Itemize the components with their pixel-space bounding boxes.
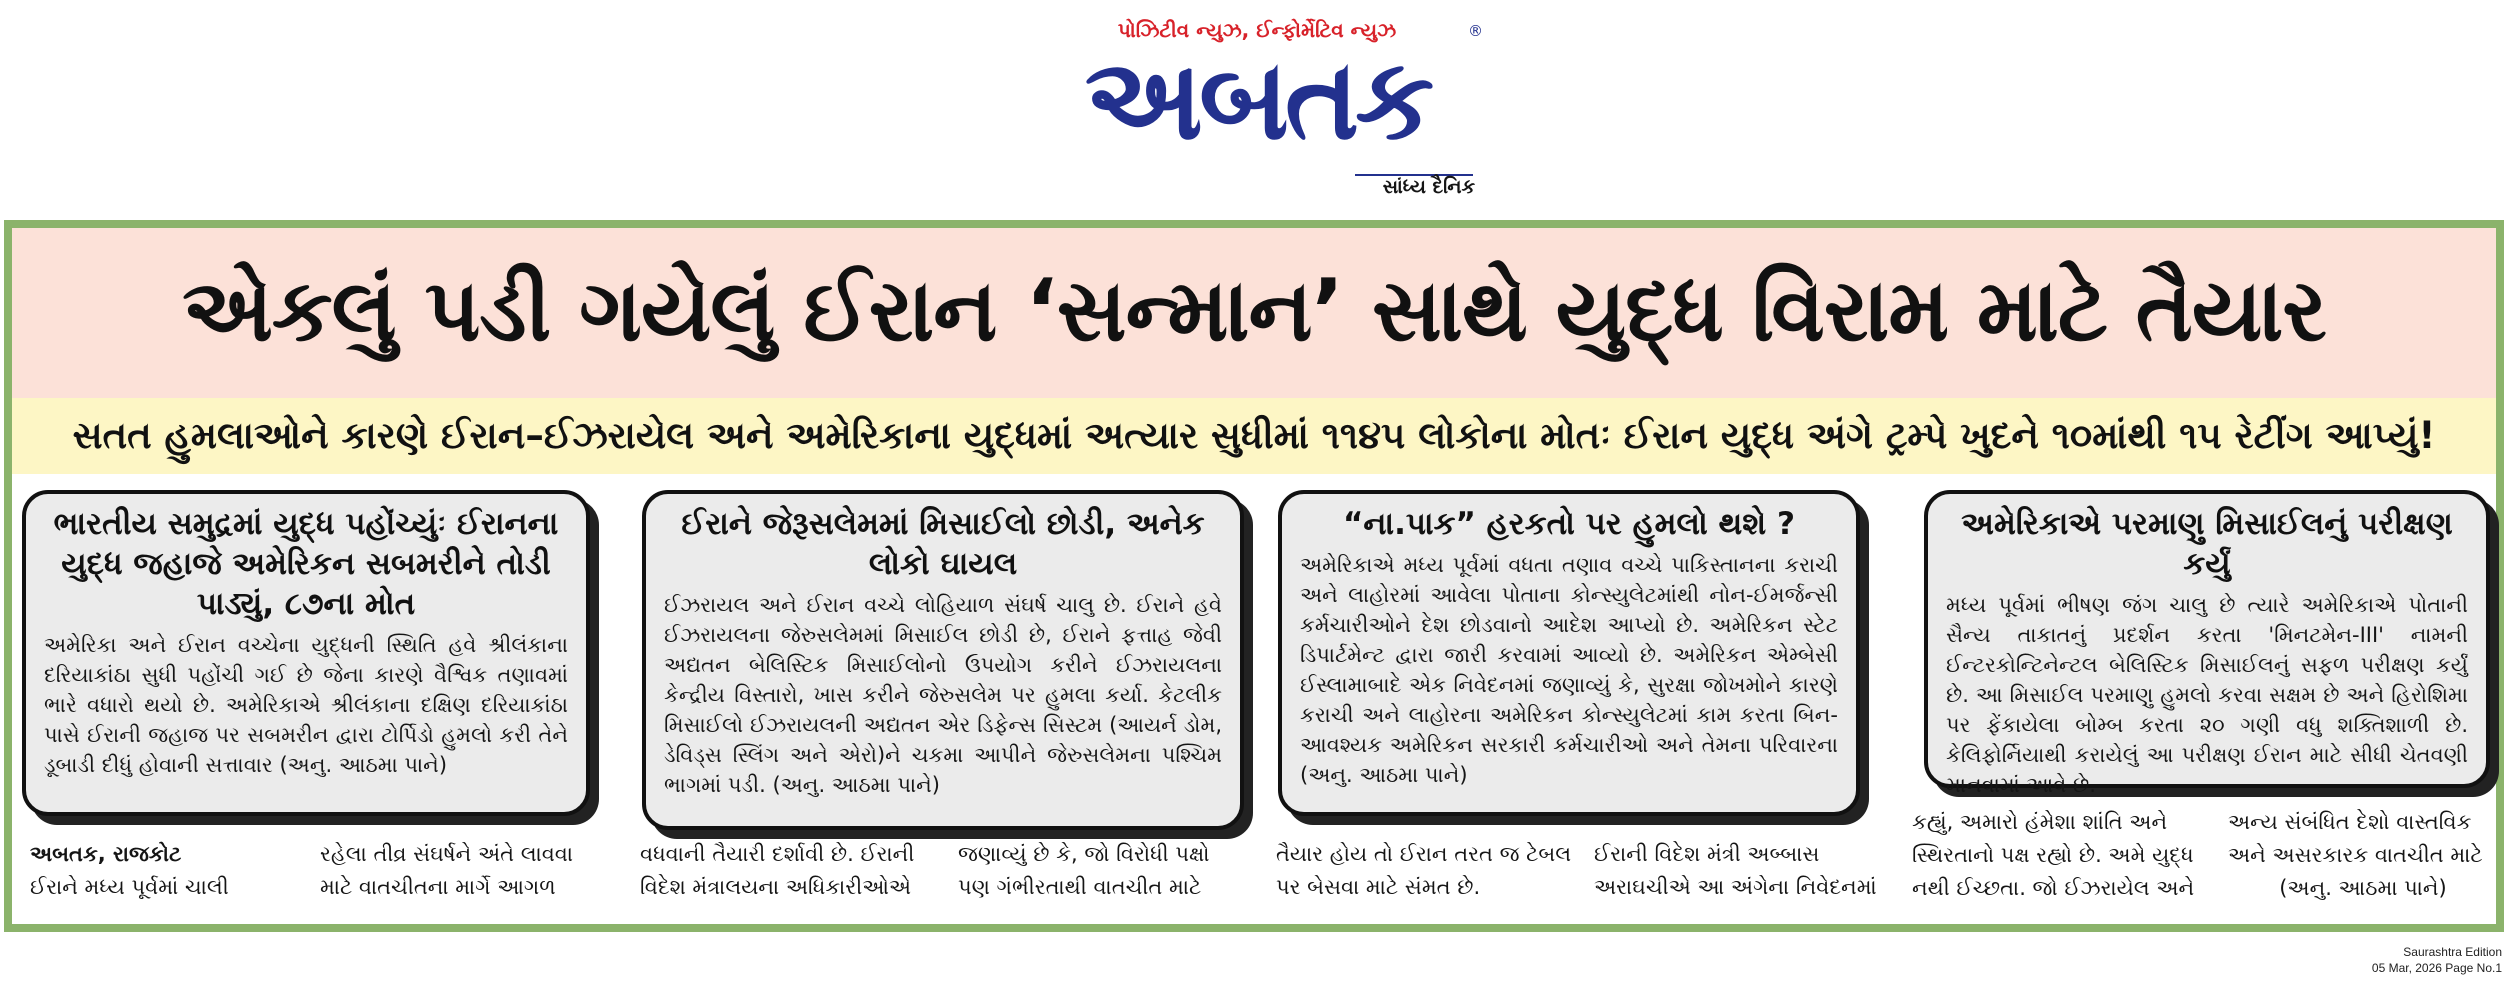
continued-note: (અનુ. આઠમા પાને) — [1300, 763, 1468, 787]
article-column-6 — [1594, 838, 1884, 904]
column-line: માટે વાતચીતના માર્ગે આગળ — [320, 875, 556, 899]
article-column-5 — [1276, 838, 1576, 904]
story-box-indian-ocean — [22, 490, 590, 816]
article-column-1 — [30, 838, 310, 904]
column-line: પર બેસવા માટે સંમત છે. — [1276, 875, 1481, 899]
story-title: ઈરાને જેરૂસલેમમાં મિસાઈલો છોડી, અનેક લોકો ઘાયલ — [681, 506, 1205, 582]
subheadline: સતત હુમલાઓને કારણે ઈરાન–ઈઝરાયેલ અને અમેરિકાના યુદ્ધમાં અત્યાર સુધીમાં ૧૧૪૫ લોકોના મોતઃ ઈરાન યુદ્ધ અંગે ટ્રમ્પે ખુદને ૧૦માંથી ૧૫ રેટીંગ આપ્યું! — [72, 414, 2436, 457]
column-line: જણાવ્યું છે કે, જો વિરોધી પક્ષો — [958, 842, 1210, 866]
edition-label: Saurashtra Edition — [2403, 945, 2502, 959]
article-column-3 — [640, 838, 940, 904]
continued-note: (અનુ. આઠમા પાને) — [2279, 876, 2447, 900]
column-line: સ્થિરતાનો પક્ષ રહ્યો છે. અમે યુદ્ધ — [1912, 843, 2194, 867]
registered-mark: ® — [1468, 22, 1483, 40]
story-text: અમેરિકા અને ઈરાન વચ્ચેના યુદ્ધની સ્થિતિ હવે શ્રીલંકાના દરિયાકાંઠા સુધી પહોંચી ગઈ છે જેના કારણે વૈશ્વિક તણાવમાં ભારે વધારો થયો છે. અમેરિકાએ શ્રીલંકાના દક્ષિણ દરિયાકાંઠા પાસે ઈરાની જહાજ પર સબમરીન દ્વારા ટોર્પિડો હુમલો કરી તેને ડૂબાડી દીધું હોવાની સત્તાવાર — [44, 633, 568, 777]
article-column-2 — [320, 838, 620, 904]
story-body — [44, 630, 568, 780]
column-line: અરાઘચીએ આ અંગેના નિવેદનમાં — [1594, 875, 1877, 899]
masthead-tagline: પોઝિટીવ ન્યુઝ, ઈન્ફોર્મેટિવ ન્યુઝ — [1117, 18, 1397, 42]
column-line: અને અસરકારક વાતચીત માટે — [2228, 843, 2483, 867]
story-title: ભારતીય સમુદ્રમાં યુદ્ધ પહોંચ્યુંઃ ઈરાનના યુદ્ધ જહાજે અમેરિકન સબમરીને તોડી પાડ્યું, ૮૭ના મોત — [53, 506, 559, 622]
edition-type: સાંધ્ય દૈનિક — [1382, 176, 1475, 198]
date-page-label: 05 Mar, 2026 Page No.1 — [2371, 961, 2502, 975]
story-text: ઈઝરાયલ અને ઈરાન વચ્ચે લોહિયાળ સંઘર્ષ ચાલુ છે. ઈરાને હવે ઈઝરાયલના જેરુસલેમમાં મિસાઈલ છોડી છે, ઈરાને ફત્તાહ જેવી અદ્યતન બેલિસ્ટિક મિસાઈલોનો ઉપયોગ કરીને ઈઝરાયલના કેન્દ્રીય વિસ્તારો, ખાસ કરીને જેરુસલેમ પર હુમલા કર્યા. કેટલીક મિસાઈલો ઈઝરાયલની અદ્યતન એર ડિફેન્સ સિસ્ટમ (આયર્ન ડોમ, ડેવિડ્સ સ્લિંગ અને એરો)ને ચકમા આપીને જેરુસલેમના પશ્ચિમ ભાગમાં પડી. — [664, 593, 1222, 797]
story-body — [1300, 550, 1838, 790]
column-line: નથી ઈચ્છતા. જો ઈઝરાયેલ અને — [1912, 876, 2195, 900]
article-column-4 — [958, 838, 1258, 904]
column-line: વિદેશ મંત્રાલયના અધિકારીઓએ — [640, 875, 912, 899]
column-line: રહેલા તીવ્ર સંઘર્ષને અંતે લાવવા — [320, 842, 574, 866]
subheadline-band — [12, 398, 2496, 474]
story-box-pakistan — [1278, 490, 1860, 816]
column-line: અન્ય સંબંધિત દેશો વાસ્તવિક — [2228, 810, 2472, 834]
story-body — [1946, 590, 2468, 800]
article-column-8 — [2228, 806, 2498, 905]
story-title: “ના.પાક” હરકતો પર હુમલો થશે ? — [1343, 506, 1795, 542]
main-headline: એકલું પડી ગયેલું ઈરાન ‘સન્માન’ સાથે યુદ્ધ વિરામ માટે તૈયાર — [182, 261, 2326, 361]
column-line: તૈયાર હોય તો ઈરાન તરત જ ટેબલ — [1276, 842, 1572, 866]
column-line: પણ ગંભીરતાથી વાતચીત માટે — [958, 875, 1202, 899]
headline-band — [12, 228, 2496, 398]
story-body — [664, 590, 1222, 800]
continued-note: (અનુ. આઠમા પાને) — [772, 773, 940, 797]
story-text: અમેરિકાએ મધ્ય પૂર્વમાં વધતા તણાવ વચ્ચે પાકિસ્તાનના કરાચી અને લાહોરમાં આવેલા પોતાના કોન્સ્યુલેટમાંથી નોન-ઈમર્જન્સી કર્મચારીઓને દેશ છોડવાનો આદેશ આપ્યો છે. અમેરિકન સ્ટેટ ડિપાર્ટમેન્ટ દ્વારા જારી કરવામાં આવ્યો છે. અમેરિકન એમ્બેસી ઈસ્લામાબાદે એક નિવેદનમાં જણાવ્યું કે, સુરક્ષા જોખમોને કારણે કરાચી અને લાહોરના અમેરિકન કોન્સ્યુલેટમાં કામ કરતા બિન-આવશ્યક અમેરિકન સરકારી કર્મચારીઓ અને તેમના પરિવારના — [1300, 553, 1838, 757]
byline: અબતક, રાજકોટ — [30, 842, 182, 866]
story-text: મધ્ય પૂર્વમાં ભીષણ જંગ ચાલુ છે ત્યારે અમેરિકાએ પોતાની સૈન્ય તાકાતનું પ્રદર્શન કરતા 'મિનટમેન-III' નામની ઈન્ટરકોન્ટિનેન્ટલ બેલિસ્ટિક મિસાઈલનું સફળ પરીક્ષણ કર્યું છે. આ મિસાઈલ પરમાણુ હુમલો કરવા સક્ષમ છે અને હિરોશિમા પર ફેંકાયેલા બોમ્બ કરતા ૨૦ ગણી વધુ શક્તિશાળી છે. કેલિફોર્નિયાથી કરાયેલું આ પરીક્ષણ ઈરાન માટે સીધી ચેતવણી માનવામાં આવે છે. — [1946, 593, 2468, 797]
column-line: ઈરાની વિદેશ મંત્રી અબ્બાસ — [1594, 842, 1820, 866]
story-box-jerusalem — [642, 490, 1244, 830]
continued-note: (અનુ. આઠમા પાને) — [279, 753, 448, 777]
story-title: અમેરિકાએ પરમાણુ મિસાઈલનું પરીક્ષણ કર્યું — [1961, 506, 2453, 582]
newspaper-logo: અબતક — [1084, 35, 1431, 165]
column-line: વધવાની તૈયારી દર્શાવી છે. ઈરાની — [640, 842, 915, 866]
column-line: કહ્યું, અમારો હંમેશા શાંતિ અને — [1912, 810, 2168, 834]
story-box-missile-test — [1924, 490, 2490, 797]
column-line: ઈરાને મધ્ય પૂર્વમાં ચાલી — [30, 875, 229, 899]
page-footer — [2372, 944, 2502, 976]
article-column-7 — [1912, 806, 2202, 905]
